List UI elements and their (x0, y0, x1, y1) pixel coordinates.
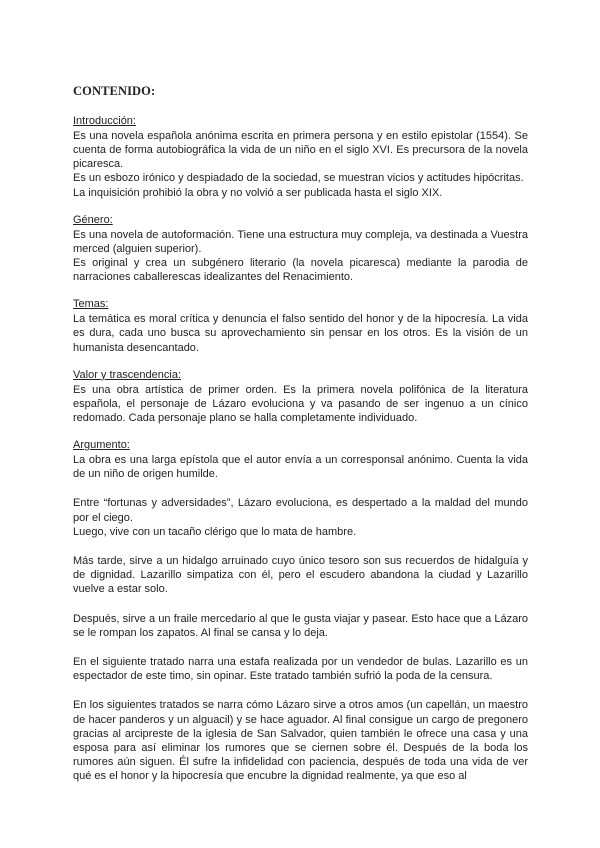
paragraph: La obra es una larga epístola que el autor envía a un corresponsal anónimo. Cuenta la vida de un niño de origen humilde. (73, 454, 528, 481)
paragraph: Es original y crea un subgénero literario (la novela picaresca) mediante la parodia de narraciones caballerescas idealizantes del Renacimiento. (73, 257, 528, 284)
paragraph: Entre “fortunas y adversidades”, Lázaro evoluciona, es despertado a la maldad del mundo por el ciego. (73, 497, 528, 524)
paragraph: Es una novela de autoformación. Tiene una estructura muy compleja, va destinada a Vuestra merced (alguien superior). (73, 228, 528, 255)
section-heading: Valor y trascendencia: (73, 368, 182, 381)
section-heading: Introducción: (73, 115, 136, 127)
section-heading: Argumento: (73, 439, 130, 452)
document-title: CONTENIDO: (73, 84, 156, 98)
section-genero (73, 214, 528, 285)
paragraph: Es una novela española anónima escrita en primera persona y en estilo epistolar (1554). Se cuenta de forma autobiográfica la vida de un niño en el siglo XVI. Es precursora de la novela picaresca. (73, 129, 528, 171)
section-argumento (73, 439, 528, 783)
paragraph: En los siguientes tratados se narra cómo Lázaro sirve a otros amos (un capellán, un maestro de hacer panderos y un alguacil) y se hace aguador. Al final consigue un cargo de pregonero gracias al arcipreste de la iglesia de San Salvador, quien también le ofrece una casa y una esposa para así eliminar los rumores que se ciernen sobre él. Después de la boda los rumores aún siguen. Él sufre la infidelidad con paciencia, después de toda una vida de ver qué es el honor y la hipocresía que encubre la dignidad realmente, ya que eso al (73, 699, 528, 783)
section-heading: Temas: (73, 298, 109, 311)
paragraph: En el siguiente tratado narra una estafa realizada por un vendedor de bulas. Lazarillo es un espectador de este timo, sin opinar. Este tratado también sufrió la poda de la censura. (73, 656, 528, 683)
paragraph: Luego, vive con un tacaño clérigo que lo mata de hambre. (73, 525, 357, 538)
section-heading: Género: (73, 213, 113, 226)
paragraph: Más tarde, sirve a un hidalgo arruinado cuyo único tesoro son sus recuerdos de hidalguía y de dignidad. Lazarillo simpatiza con él, pero el escudero abandona la ciudad y Lazarillo vuelve a estar solo. (73, 555, 528, 596)
section-valor-trascendencia (73, 369, 528, 425)
paragraph: Es un esbozo irónico y despiadado de la sociedad, se muestran vicios y actitudes hipócritas. (73, 172, 524, 185)
paragraph: La temática es moral crítica y denuncia el falso sentido del honor y de la hipocresía. La vida es dura, cada uno busca su aprovechamiento sin pensar en los otros. Es la visión de un humanista desencantado. (73, 313, 528, 354)
paragraph: La inquisición prohibió la obra y no volvió a ser publicada hasta el siglo XIX. (73, 186, 443, 199)
section-introduccion (73, 115, 528, 200)
paragraph: Después, sirve a un fraile mercedario al que le gusta viajar y pasear. Esto hace que a Lázaro se le rompan los zapatos. Al final se cansa y lo deja. (73, 612, 528, 639)
paragraph: Es una obra artística de primer orden. Es la primera novela polifónica de la literatura española, el personaje de Lázaro evoluciona y va pasando de ser ingenuo a un cínico redomado. Cada personaje plano se halla completamente individuado. (73, 383, 528, 425)
section-temas (73, 298, 528, 354)
